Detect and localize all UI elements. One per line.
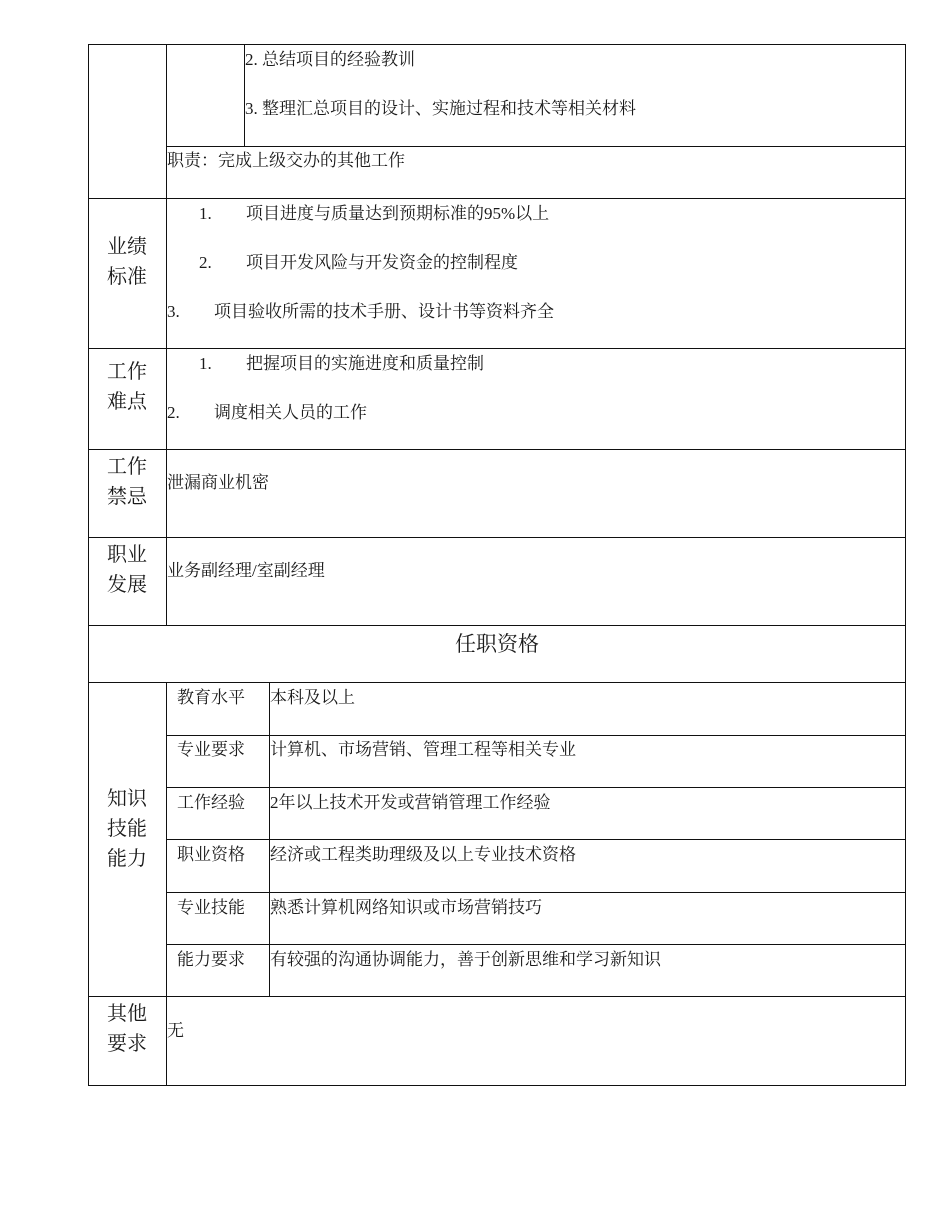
career-text: 业务副经理/室副经理 xyxy=(167,561,325,580)
top-item-3: 3. 整理汇总项目的设计、实施过程和技术等相关材料 xyxy=(245,99,636,118)
performance-item-1: 项目进度与质量达到预期标准的95%以上 xyxy=(246,204,550,223)
taboo-text: 泄漏商业机密 xyxy=(167,473,269,492)
qual-key-experience: 工作经验 xyxy=(177,793,245,812)
qual-key-major: 专业要求 xyxy=(177,740,245,759)
top-item-2: 2. 总结项目的经验教训 xyxy=(245,50,415,69)
performance-label: 业绩 标准 xyxy=(107,236,147,288)
qual-key-certification: 职业资格 xyxy=(177,845,245,864)
qual-key-skills: 专业技能 xyxy=(177,898,245,917)
difficulty-item-2-num: 2. xyxy=(167,403,180,422)
performance-item-2: 项目开发风险与开发资金的控制程度 xyxy=(246,253,518,272)
duty-text: 职责：完成上级交办的其他工作 xyxy=(167,151,405,170)
taboo-label: 工作 禁忌 xyxy=(107,456,147,508)
career-label: 职业 发展 xyxy=(107,544,147,596)
knowledge-skills-label: 知识 技能 能力 xyxy=(107,788,147,870)
qual-key-education: 教育水平 xyxy=(177,688,245,707)
difficulty-item-1: 把握项目的实施进度和质量控制 xyxy=(246,354,484,373)
performance-item-3: 项目验收所需的技术手册、设计书等资料齐全 xyxy=(214,302,554,321)
difficulty-item-2: 调度相关人员的工作 xyxy=(214,403,367,422)
other-label: 其他 要求 xyxy=(107,1003,147,1055)
qual-value-major: 计算机、市场营销、管理工程等相关专业 xyxy=(270,740,576,759)
qual-key-ability: 能力要求 xyxy=(177,950,245,969)
performance-item-3-num: 3. xyxy=(167,302,180,321)
qual-value-experience: 2年以上技术开发或营销管理工作经验 xyxy=(270,793,551,812)
performance-item-1-num: 1. xyxy=(199,204,212,223)
qualifications-title: 任职资格 xyxy=(455,632,539,656)
difficulty-item-1-num: 1. xyxy=(199,354,212,373)
qual-value-ability: 有较强的沟通协调能力，善于创新思维和学习新知识 xyxy=(270,950,661,969)
other-text: 无 xyxy=(167,1021,184,1040)
qual-value-education: 本科及以上 xyxy=(270,688,355,707)
qual-value-certification: 经济或工程类助理级及以上专业技术资格 xyxy=(270,845,576,864)
qual-value-skills: 熟悉计算机网络知识或市场营销技巧 xyxy=(270,898,542,917)
difficulty-label: 工作 难点 xyxy=(107,361,147,413)
performance-item-2-num: 2. xyxy=(199,253,212,272)
